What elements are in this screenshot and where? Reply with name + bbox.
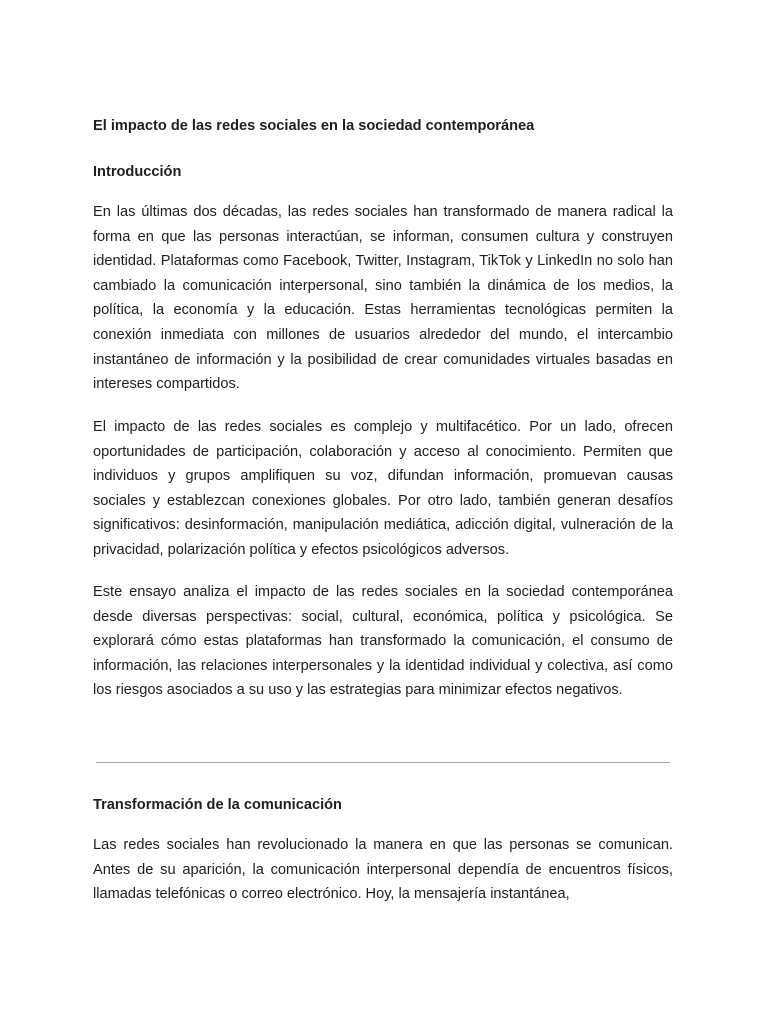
section-heading-introduccion: Introducción	[93, 164, 182, 180]
section-heading-transformacion: Transformación de la comunicación	[93, 797, 342, 813]
document-page	[93, 0, 673, 1024]
paragraph: Las redes sociales han revolucionado la manera en que las personas se comunican. Antes de su aparición, la comunicación interpersonal dependía de encuentros físicos, llamadas telefónicas o correo electrónico. Hoy, la mensajería instantánea,	[93, 837, 673, 903]
document-title: El impacto de las redes sociales en la sociedad contemporánea	[93, 118, 535, 134]
paragraph: El impacto de las redes sociales es complejo y multifacético. Por un lado, ofrecen oportunidades de participación, colaboración y acceso al conocimiento. Permiten que individuos y grupos amplifiquen su voz, difundan información, promuevan causas sociales y establezcan conexiones globales. Por otro lado, también generan desafíos significativos: desinformación, manipulación mediática, adicción digital, vulneración de la privacidad, polarización política y efectos psicológicos adversos.	[93, 419, 673, 558]
section-divider	[96, 762, 670, 763]
paragraph: En las últimas dos décadas, las redes sociales han transformado de manera radical la forma en que las personas interactúan, se informan, consumen cultura y construyen identidad. Plataformas como Facebook, Twitter, Instagram, TikTok y LinkedIn no solo han cambiado la comunicación interpersonal, sino también la dinámica de los medios, la política, la economía y la educación. Estas herramientas tecnológicas permiten la conexión inmediata con millones de usuarios alrededor del mundo, el intercambio instantáneo de información y la posibilidad de crear comunidades virtuales basadas en intereses compartidos.	[93, 204, 673, 393]
paragraph: Este ensayo analiza el impacto de las redes sociales en la sociedad contemporánea desde diversas perspectivas: social, cultural, económica, política y psicológica. Se explorará cómo estas plataformas han transformado la comunicación, el consumo de información, las relaciones interpersonales y la identidad individual y colectiva, así como los riesgos asociados a su uso y las estrategias para minimizar efectos negativos.	[93, 584, 673, 699]
